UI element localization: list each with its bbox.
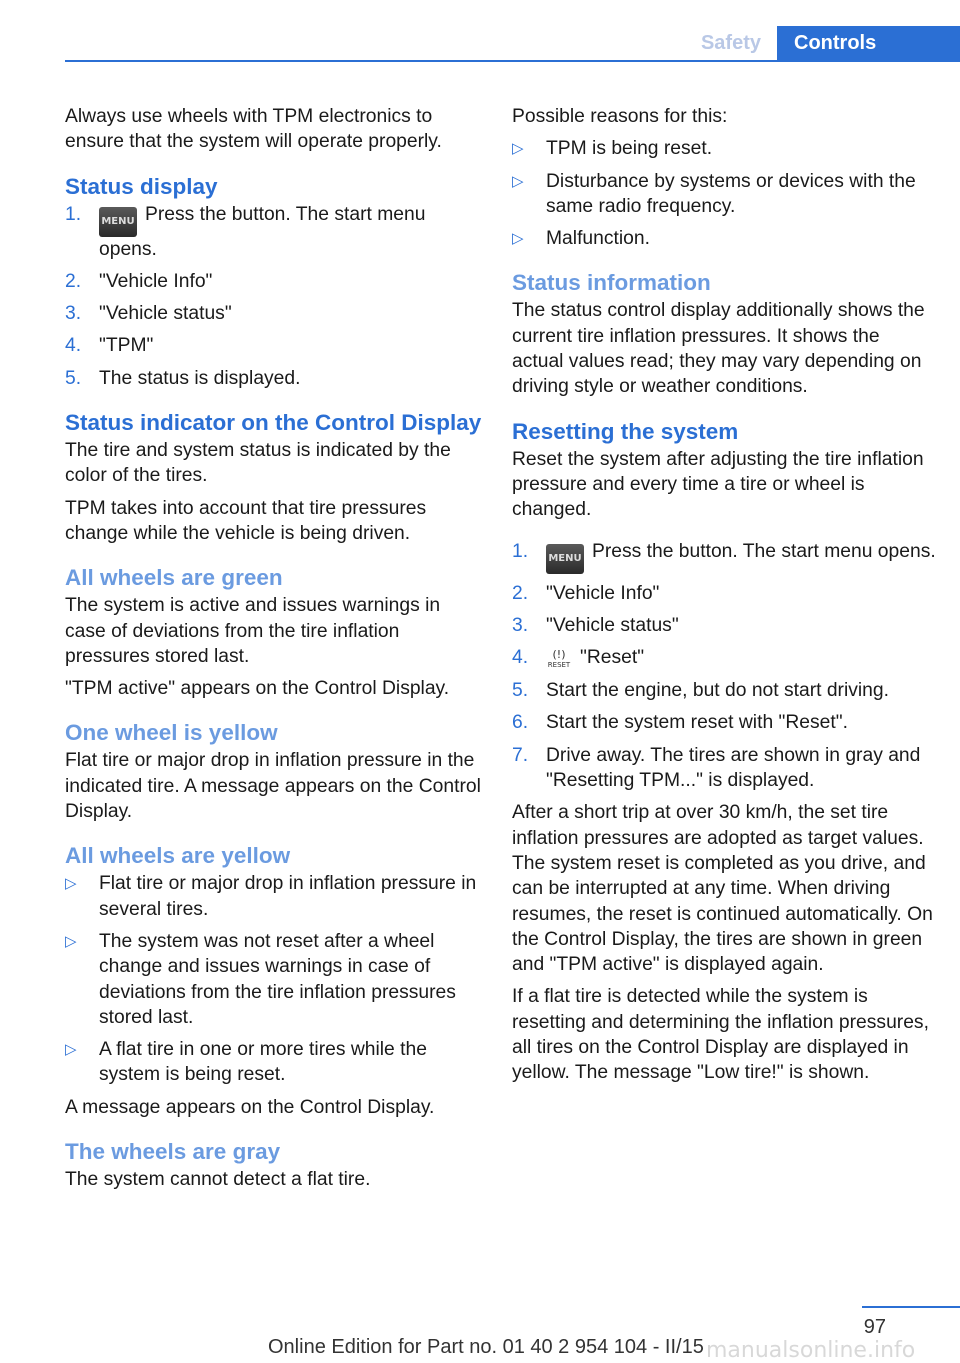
step-number: 5. <box>65 367 82 389</box>
heading-gray: The wheels are gray <box>65 1139 281 1165</box>
bullet-text: A flat tire in one or more tires while the system is being reset. <box>99 1039 427 1086</box>
step-text: Drive away. The tires are shown in gray and "Resetting TPM..." is displayed. <box>546 744 921 792</box>
all-yellow-list <box>65 871 485 1087</box>
list-item <box>512 613 936 638</box>
paragraph: The status control display additionally shows the current tire inflation pressures. It shows the actual values read; they may vary depending on driving style or weather conditions. <box>512 300 925 398</box>
list-item <box>65 929 485 1030</box>
left-column <box>65 104 485 1199</box>
list-item <box>65 871 485 922</box>
heading-one-yellow: One wheel is yellow <box>65 720 278 746</box>
step-number: 2. <box>512 582 529 604</box>
paragraph: Flat tire or major drop in inflation pressure in the indicated tire. A message appears on the Control Display. <box>65 750 481 823</box>
bullet-text: The system was not reset after a wheel change and issues warnings in case of deviations from the tire inflation pressures stored last. <box>99 930 456 1028</box>
header-divider <box>65 60 960 62</box>
right-column <box>512 104 936 1093</box>
paragraph: "TPM active" appears on the Control Display. <box>65 678 450 700</box>
step-text: "Vehicle status" <box>546 614 679 636</box>
step-text: The status is displayed. <box>99 367 301 389</box>
reasons-list <box>512 136 936 251</box>
list-item <box>65 333 485 358</box>
step-number: 1. <box>65 203 82 225</box>
intro-paragraph: Always use wheels with TPM electronics to ensure that the system will operate properly. <box>65 106 442 153</box>
step-text: "Vehicle status" <box>99 303 232 325</box>
paragraph: The tire and system status is indicated by the color of the tires. <box>65 440 451 487</box>
heading-all-green: All wheels are green <box>65 565 283 591</box>
bullet-triangle-icon: ▷ <box>65 1041 77 1059</box>
list-item <box>512 136 936 161</box>
tab-controls[interactable]: Controls <box>777 26 960 60</box>
paragraph: The system cannot detect a flat tire. <box>65 1169 371 1191</box>
bullet-text: Flat tire or major drop in inflation pressure in several tires. <box>99 873 477 920</box>
bullet-text: TPM is being reset. <box>546 138 713 160</box>
list-item <box>512 226 936 251</box>
list-item <box>65 1037 485 1088</box>
step-number: 5. <box>512 680 529 702</box>
paragraph: If a flat tire is detected while the system is resetting and determining the inflation pressures, all tires on the Control Display are displayed in yellow. The message "Low tire!" is shown. <box>512 986 929 1084</box>
step-number: 6. <box>512 712 529 734</box>
step-text: Press the button. The start menu opens. <box>592 540 936 562</box>
paragraph: Reset the system after adjusting the tire inflation pressure and every time a tire or wheel is changed. <box>512 448 924 521</box>
paragraph: A message appears on the Control Display. <box>65 1096 435 1118</box>
menu-button-icon: MENU <box>546 544 584 574</box>
tpm-reset-icon: (!) RESET <box>547 648 571 670</box>
step-text: Start the engine, but do not start driving. <box>546 680 889 702</box>
footer-divider <box>862 1306 960 1308</box>
step-text: "Vehicle Info" <box>546 582 660 604</box>
step-text: "Reset" <box>580 647 645 669</box>
menu-button-icon: MENU <box>99 207 137 237</box>
list-item <box>512 169 936 220</box>
step-number: 3. <box>65 303 82 325</box>
list-item <box>512 743 936 794</box>
list-item <box>65 301 485 326</box>
paragraph: After a short trip at over 30 km/h, the set tire inflation pressures are adopted as target values. The system reset is completed as you drive, and can be interrupted at any time. When driving resumes, the reset is continued automatically. On the Control Display, the tires are shown in green and "TPM active" is displayed again. <box>512 802 933 976</box>
list-item <box>65 269 485 294</box>
list-item <box>512 581 936 606</box>
step-number: 3. <box>512 614 529 636</box>
reset-steps <box>512 539 936 794</box>
heading-all-yellow: All wheels are yellow <box>65 843 291 869</box>
step-number: 4. <box>65 335 82 357</box>
list-item <box>512 539 936 574</box>
step-number: 4. <box>512 647 529 669</box>
step-text: Start the system reset with "Reset". <box>546 712 848 734</box>
heading-status-indicator: Status indicator on the Control Display <box>65 410 482 436</box>
bullet-triangle-icon: ▷ <box>512 140 524 158</box>
step-text: "TPM" <box>99 335 154 357</box>
header-tabs <box>685 26 960 60</box>
step-number: 2. <box>65 270 82 292</box>
bullet-text: Disturbance by systems or devices with the same radio frequency. <box>546 170 916 217</box>
status-display-steps <box>65 202 485 391</box>
bullet-triangle-icon: ▷ <box>65 875 77 893</box>
step-text: "Vehicle Info" <box>99 270 213 292</box>
step-text: Press the button. The start menu opens. <box>99 203 426 260</box>
list-item <box>512 645 936 671</box>
list-item <box>512 710 936 735</box>
tab-safety[interactable]: Safety <box>685 26 777 60</box>
page-number: 97 <box>863 1316 886 1338</box>
list-item <box>65 366 485 391</box>
reset-icon-label: RESET <box>547 661 571 670</box>
bullet-text: Malfunction. <box>546 228 650 250</box>
bullet-triangle-icon: ▷ <box>65 932 77 950</box>
paragraph: TPM takes into account that tire pressures change while the vehicle is being driven. <box>65 497 427 544</box>
paragraph: The system is active and issues warnings in case of deviations from the tire inflation pressures stored last. <box>65 595 441 667</box>
heading-status-information: Status information <box>512 270 711 296</box>
list-item <box>512 678 936 703</box>
list-item <box>65 202 485 262</box>
paragraph: Possible reasons for this: <box>512 106 728 127</box>
watermark: manualsonline.info <box>706 1338 916 1363</box>
bullet-triangle-icon: ▷ <box>512 172 524 190</box>
heading-resetting: Resetting the system <box>512 418 739 444</box>
heading-status-display: Status display <box>65 173 218 199</box>
step-number: 1. <box>512 540 529 562</box>
step-number: 7. <box>512 744 529 766</box>
bullet-triangle-icon: ▷ <box>512 230 524 248</box>
edition-note: Online Edition for Part no. 01 40 2 954 104 - II/15 <box>268 1336 704 1358</box>
